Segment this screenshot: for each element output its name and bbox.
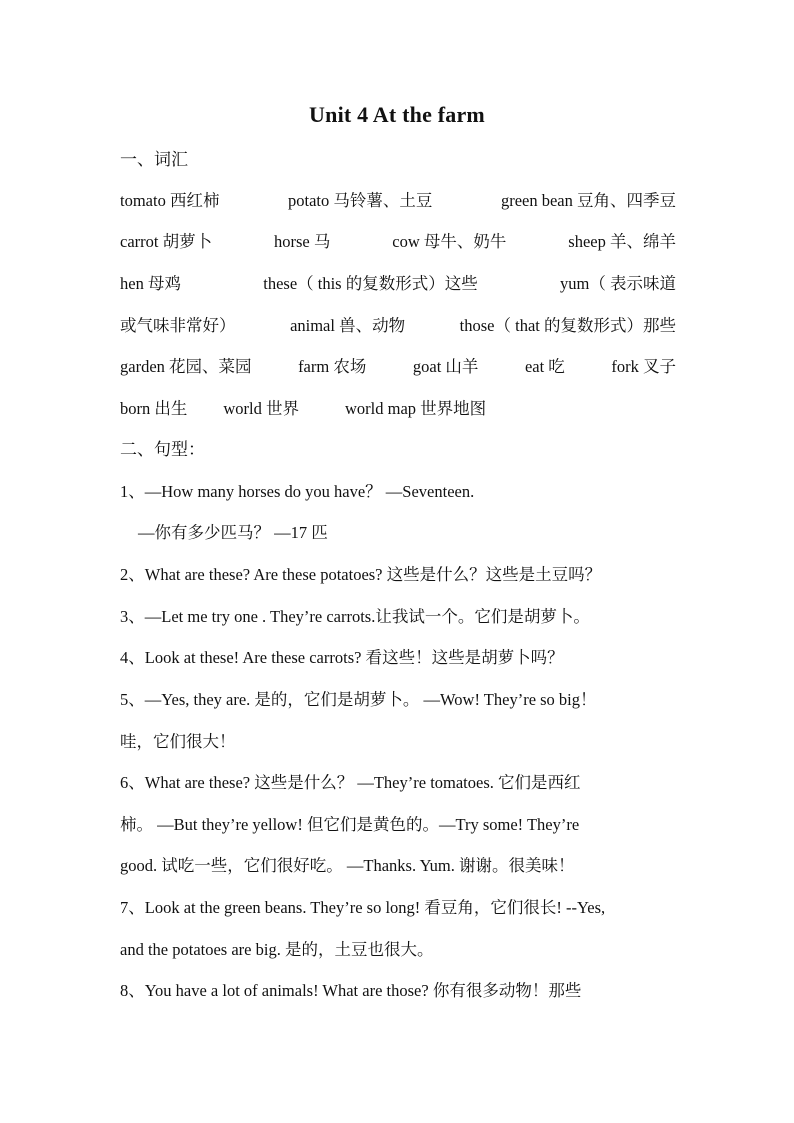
vocab-item: yum（ 表示味道 (560, 274, 676, 293)
vocab-row (120, 356, 676, 378)
section-heading-sentences: 二、句型： (120, 440, 205, 459)
vocab-item: farm 农场 (298, 357, 367, 376)
vocab-item: 或气味非常好） (120, 316, 236, 335)
vocab-row (120, 190, 676, 212)
sentence-line: 2、What are these? Are these potatoes? 这些是什么？这些是土豆吗？ (120, 565, 602, 584)
sentence-line: 6、What are these? 这些是什么？ —They’re tomatoes. 它们是西红 (120, 773, 581, 792)
vocab-item: garden 花园、菜园 (120, 357, 252, 376)
vocab-item: eat 吃 (524, 357, 565, 376)
sentence-line: 哇，它们很大！ (120, 732, 236, 751)
vocab-item: fork 叉子 (611, 357, 676, 376)
vocab-item: world 世界 (223, 399, 299, 418)
sentence-line: 7、Look at the green beans. They’re so long! 看豆角，它们很长! --Yes, (120, 898, 606, 917)
vocab-item: sheep 羊、绵羊 (568, 232, 676, 251)
sentence-line: 3、—Let me try one . They’re carrots.让我试一个。它们是胡萝卜。 (120, 607, 590, 626)
sentence-line: 8、You have a lot of animals! What are those? 你有很多动物！那些 (120, 981, 582, 1000)
vocab-item: tomato 西红柿 (120, 191, 220, 210)
sentence-line: and the potatoes are big. 是的，土豆也很大。 (120, 940, 434, 959)
vocab-item: goat 山羊 (412, 357, 479, 376)
vocab-item: these（ this 的复数形式）这些 (263, 274, 478, 293)
vocab-row (120, 231, 676, 253)
sentence-line: 5、—Yes, they are. 是的，它们是胡萝卜。 —Wow! They’re so big！ (120, 690, 597, 709)
vocab-item: hen 母鸡 (120, 274, 181, 293)
vocab-item: potato 马铃薯、土豆 (288, 191, 433, 210)
vocab-item: those（ that 的复数形式）那些 (459, 316, 676, 335)
section-heading-vocabulary: 一、词汇 (120, 150, 188, 169)
sentence-line: —你有多少匹马？ —17 匹 (138, 523, 328, 542)
sentence-line: good. 试吃一些，它们很好吃。 —Thanks. Yum. 谢谢。很美味！ (120, 856, 575, 875)
vocab-item: horse 马 (274, 232, 331, 251)
vocab-item: world map 世界地图 (345, 399, 487, 418)
sentence-line: 1、—How many horses do you have？ —Seventeen. (120, 482, 475, 501)
vocab-item: cow 母牛、奶牛 (392, 232, 507, 251)
vocab-row (120, 398, 680, 420)
vocab-row (120, 273, 676, 295)
vocab-item: carrot 胡萝卜 (120, 232, 213, 251)
sentence-line: 4、Look at these! Are these carrots? 看这些！这些是胡萝卜吗？ (120, 648, 564, 667)
vocab-item: animal 兽、动物 (290, 316, 406, 335)
page-title: Unit 4 At the farm (309, 102, 485, 127)
sentence-line: 柿。 —But they’re yellow! 但它们是黄色的。—Try some! They’re (120, 815, 580, 834)
vocab-row (120, 315, 676, 337)
vocab-item: green bean 豆角、四季豆 (500, 191, 676, 210)
vocab-item: born 出生 (120, 399, 188, 418)
